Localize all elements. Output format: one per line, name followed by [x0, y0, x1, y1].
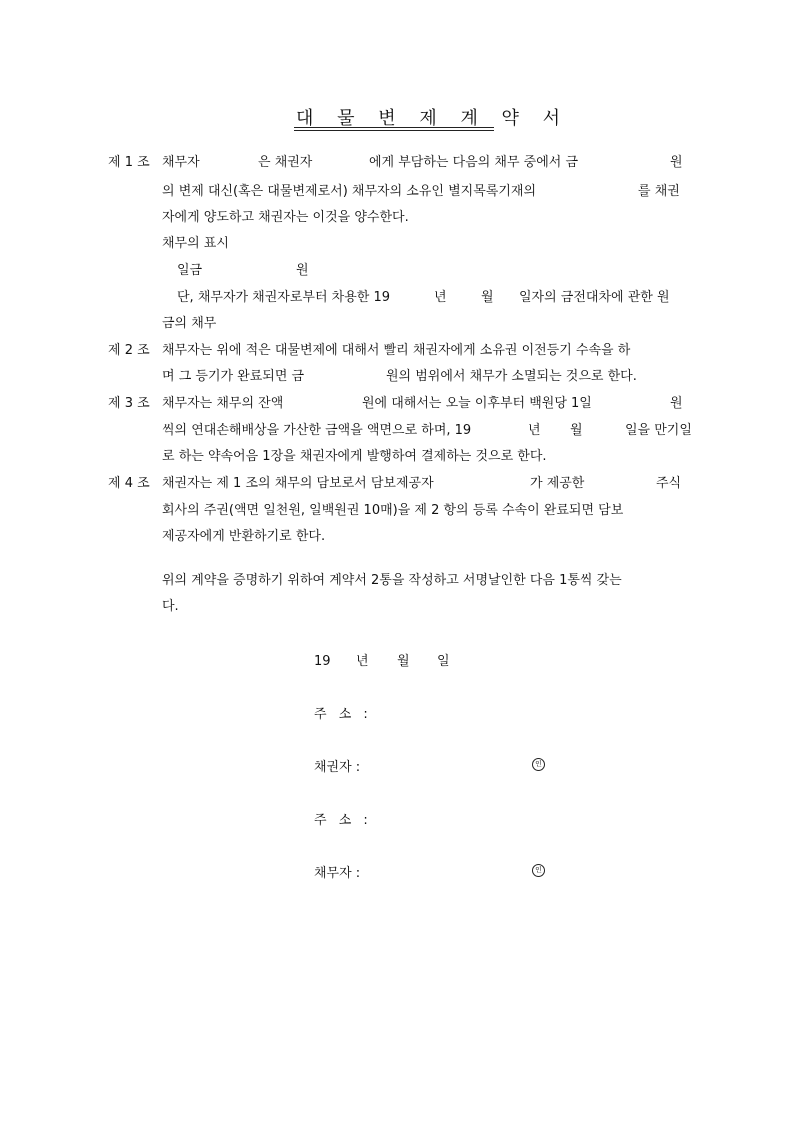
article-1-label: 제 1 조 — [108, 155, 150, 170]
article-4-label: 제 4 조 — [108, 476, 150, 491]
address-label: 주 소 : — [314, 707, 368, 722]
document-title: 대 물 변 제 계 약 서 — [296, 108, 570, 129]
seal-icon: 인 — [532, 758, 545, 771]
article-3-label: 제 3 조 — [108, 396, 150, 411]
creditor-label: 채권자 : — [314, 760, 361, 775]
article-2-label: 제 2 조 — [108, 343, 150, 358]
debtor-label: 채무자 : — [314, 866, 361, 881]
address-label: 주 소 : — [314, 813, 368, 828]
seal-icon: 인 — [532, 864, 545, 877]
title-double-underline — [294, 127, 494, 131]
